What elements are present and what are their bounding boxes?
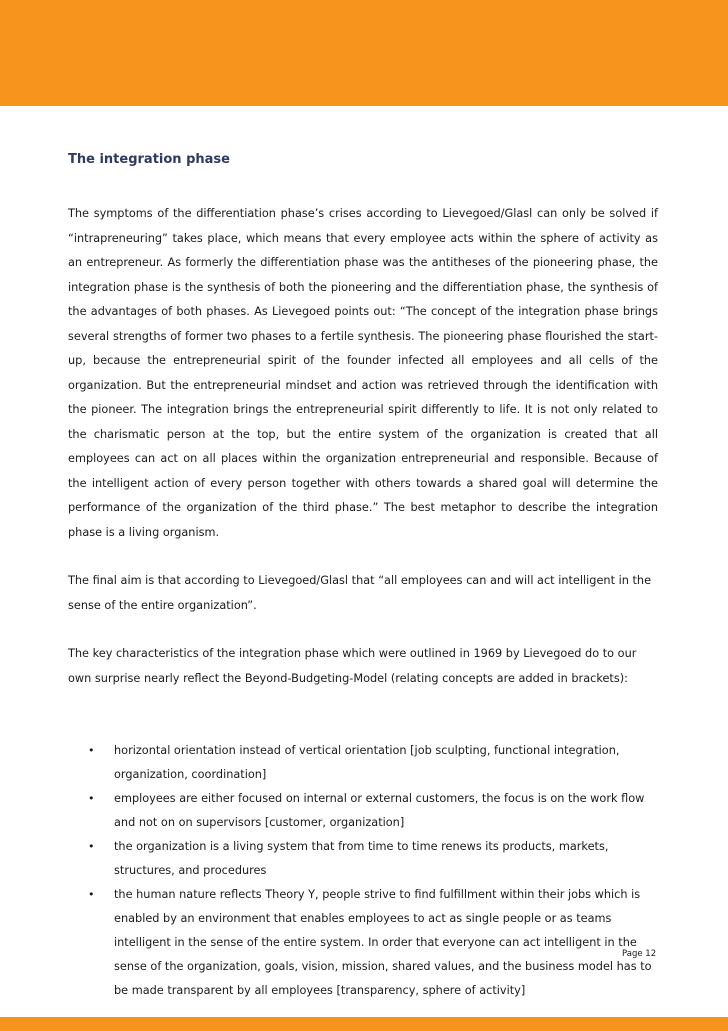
page-content	[68, 150, 658, 1003]
list-item-text: the organization is a living system that from time to time renews its products, markets, structures, and procedures	[114, 840, 609, 877]
header-bar	[0, 0, 728, 106]
bullet-icon: •	[88, 840, 95, 853]
list-item	[68, 739, 658, 787]
bullet-icon: •	[88, 792, 95, 805]
list-item	[68, 835, 658, 883]
list-item-text: the human nature reflects Theory Y, people strive to find fulfillment within their jobs which is enabled by an environment that enables employees to act as single people or as teams intelligent in the sense of the entire system. In order that everyone can act intelligent in the sense of the organization, goals, vision, mission, shared values, and the business model has to be made transparent by all employees [transparency, sphere of activity]	[114, 888, 652, 997]
bullet-icon: •	[88, 744, 95, 757]
footer-bar	[0, 1017, 728, 1031]
page-number: Page 12	[622, 949, 657, 959]
list-item	[68, 883, 658, 1003]
list-item-text: horizontal orientation instead of vertical orientation [job sculpting, functional integration, organization, coordination]	[114, 744, 620, 781]
paragraph-key-characteristics: The key characteristics of the integration phase which were outlined in 1969 by Lievegoed do to our own surprise nearly reflect the Beyond-Budgeting-Model (relating concepts are added in brackets):	[68, 647, 637, 685]
paragraph-final-aim: The final aim is that according to Lievegoed/Glasl that “all employees can and will act intelligent in the sense of the entire organization”.	[68, 574, 652, 612]
bullet-icon: •	[88, 888, 95, 901]
list-item-text: employees are either focused on internal or external customers, the focus is on the work flow and not on on supervisors [customer, organization]	[114, 792, 645, 829]
section-title: The integration phase	[68, 152, 230, 167]
paragraph-intrapreneuring: The symptoms of the differentiation phase’s crises according to Lievegoed/Glasl can only be solved if “intrapreneuring” takes place, which means that every employee acts within the sphere of activity as an entrepreneur. As formerly the differentiation phase was the antitheses of the pioneering phase, the integration phase is the synthesis of both the pioneering and the differentiation phase, the synthesis of the advantages of both phases. As Lievegoed points out: “The concept of the integration phase brings several strengths of former two phases to a fertile synthesis. The pioneering phase flourished the start-up, because the entrepreneurial spirit of the founder infected all employees and all cells of the organization. But the entrepreneurial mindset and action was retrieved through the identification with the pioneer. The integration brings the entrepreneurial spirit differently to life. It is not only related to the charismatic person at the top, but the entire system of the organization is created that all employees can act on all places within the organization entrepreneurial and responsible. Because of the intelligent action of every person together with others towards a shared goal will determine the performance of the organization of the third phase.” The best metaphor to describe the integration phase is a living organism.	[68, 207, 658, 539]
list-item	[68, 787, 658, 835]
characteristics-list	[68, 739, 658, 1003]
